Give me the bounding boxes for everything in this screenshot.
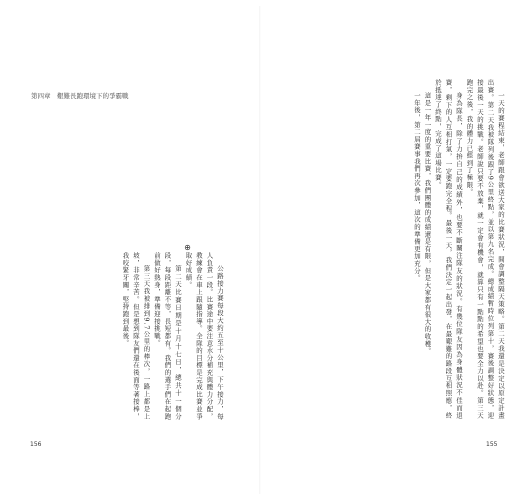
right-page — [260, 0, 520, 500]
paragraph: 第二天比賽日期是十月十七日，總共十一個分段，每段距離不等，長短都有。我們的選手們在起跑前做好熱身，準備迎接挑戰。 — [153, 252, 182, 420]
left-page-body — [60, 252, 225, 420]
paragraph: 一年後，第二屆賽事我們再次參加，這次的準備更加充分。 — [413, 91, 421, 282]
chapter-title: 第四章 艱難長跑環境下的爭霸戰 — [31, 92, 129, 100]
section-break-mark: ⊕ — [184, 243, 191, 252]
page-number-right: 155 — [486, 441, 498, 448]
paragraph: 這是一年一度的重要比賽，我們團體的成績還是有限，但是大家都有很大的收穫。 — [423, 91, 432, 355]
right-page-body — [316, 79, 506, 419]
paragraph: 一天的賽程結束，老師跟會欲送大家的比賽狀況，開會調整隔天策略。第二天我還是決定以原定計畫出賽。第二天我被隊列後跟了9公里終點，並以第九名完成。總成績暫時位列第十，賽後調整好狀態，迎接最後一天的挑戰。老師說只要不放棄，就一定會有機會，就算只有一點點的希望也要全力以赴。第三天跑完之後，我的體力已經到了極限。 — [465, 79, 505, 419]
page-number-left: 156 — [30, 441, 42, 448]
paragraph: 第三天我被排到9.7公里的棒次，一路上都是上坡，非常辛苦。但是想到隊友們還在後面等著接棒，我咬緊牙關，堅持跑到最後。 — [121, 252, 151, 420]
paragraph: 公路接力賽每段大約五至十公里，下午接力，每人負責一段。比賽途中要注意水分補充與體力分配，教練會在車上跟隨指導。全隊的目標是完成比賽並爭取好成績。 — [184, 252, 224, 420]
paragraph: 身為隊長，除了力拚自己的成績外，也要不斷關注隊友的狀況。有幾位隊友因為身體狀況不佳而退賽，剩下的人互相打氣，一定要跑完全程。最後一天，我們決定一起出發，在最艱難的路段互相照應，終於抵達了終點，完成了這場比賽。 — [434, 79, 463, 419]
